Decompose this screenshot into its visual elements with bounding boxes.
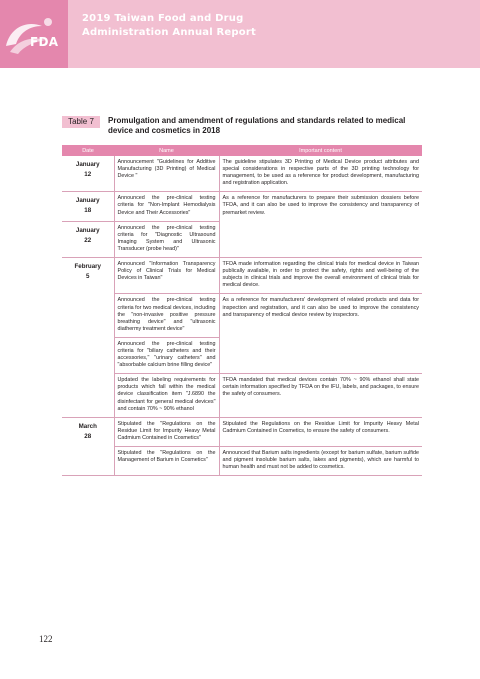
- table-row: [62, 192, 422, 221]
- table-row: [62, 156, 422, 192]
- name-cell: Announced the pre-clinical testing criteria for two medical devices, including the "non-invasive positive pressure breathing device" and "ultrasonic diathermy treatment device": [114, 294, 219, 337]
- report-title-line1: 2019 Taiwan Food and Drug: [82, 13, 244, 24]
- date-cell: [62, 156, 114, 192]
- date-day: 12: [84, 171, 92, 178]
- name-cell: Stipulated the "Regulations on the Residue Limit for Impurity Heavy Metal Cadmium Contained in Cosmetics": [114, 417, 219, 446]
- table-title: Promulgation and amendment of regulations and standards related to medical device and cosmetics in 2018: [108, 116, 406, 135]
- header-date: Date: [62, 145, 114, 156]
- logo-text: FDA: [30, 35, 59, 49]
- date-month: March: [78, 422, 97, 430]
- table-row: [62, 374, 422, 417]
- date-cell: [62, 192, 114, 221]
- date-month: January: [75, 161, 100, 168]
- date-day: 18: [84, 207, 92, 215]
- name-cell: Announced the pre-clinical testing criteria for "Non-Implant Hemodialysis Device and Their Accessories": [114, 192, 219, 221]
- name-cell: Updated the labeling requirements for products which fall within the medical device classification item "J.6890 the disinfectant for general medical devices" and contain 70% ~ 90% ethanol: [114, 374, 219, 417]
- table-row: [62, 447, 422, 476]
- content-cell: The guideline stipulates 3D Printing of Medical Device product attributes and special considerations in respective parts of the 3D printing technology for management, to be used as a reference for product development, manufacturing and registration application.: [219, 156, 422, 192]
- content-cell: TFDA mandated that medical devices contain 70% ~ 90% ethanol shall state certain information specified by TFDA on the IFU, labels, and packages, to ensure the safety of consumers.: [219, 374, 422, 417]
- date-day: 22: [84, 236, 92, 244]
- report-title: [82, 12, 256, 40]
- header-band: [0, 0, 480, 68]
- table-row: [62, 258, 422, 294]
- fda-logo: [0, 0, 68, 68]
- content-cell: As a reference for manufacturers to prepare their submission dossiers before TFDA, and it can also be used to improve the consistency and transparency of premarket review.: [219, 192, 422, 258]
- regulations-table: [62, 145, 422, 476]
- content-cell: As a reference for manufacturers' development of related products and data for inspection and registration, and it can also be used to improve the consistency and transparency of medical device review by inspectors.: [219, 294, 422, 374]
- date-day: 28: [84, 432, 92, 440]
- date-cell: [62, 258, 114, 418]
- content-cell: Announced that Barium salts ingredients (except for barium sulfate, barium sulfide and pigment insoluble barium salts, lakes and pigments), which are harmful to human health and must not be added to cosmetics.: [219, 447, 422, 476]
- table-row: [62, 294, 422, 337]
- report-title-line2: Administration Annual Report: [82, 27, 256, 38]
- header-content: Important content: [219, 145, 422, 156]
- content-cell: TFDA made information regarding the clinical trials for medical device in Taiwan publically available, in order to protect the safety, rights and well-being of the subjects in clinical trials and improve the overall environment of clinical trials for medical device.: [219, 258, 422, 294]
- date-cell: [62, 221, 114, 257]
- page-number: 122: [39, 634, 53, 644]
- name-cell: Announced "Information Transparency Policy of Clinical Trials for Medical Devices in Taiwan": [114, 258, 219, 294]
- date-cell: [62, 417, 114, 476]
- name-cell: Stipulated the "Regulations on the Management of Barium in Cosmetics": [114, 447, 219, 476]
- date-month: February: [74, 263, 101, 271]
- date-day: 5: [86, 273, 90, 281]
- table-row: [62, 417, 422, 446]
- date-month: January: [75, 226, 100, 234]
- fda-logo-swirl-icon: [0, 0, 68, 68]
- content-cell: Stipulated the Regulations on the Residue Limit for Impurity Heavy Metal Cadmium Contained in Cosmetics, to ensure the safety of consumers.: [219, 417, 422, 446]
- name-cell: Announcement "Guidelines for Additive Manufacturing (3D Printing) of Medical Device ": [114, 156, 219, 192]
- date-month: January: [75, 197, 100, 205]
- table-label: Table 7: [62, 116, 100, 128]
- name-cell: Announced the pre-clinical testing criteria for "biliary catheters and their accessories," "urinary catheters" and "absorbable calcium brine filling device": [114, 337, 219, 373]
- header-name: Name: [114, 145, 219, 156]
- table-header-row: [62, 145, 422, 156]
- name-cell: Announced the pre-clinical testing criteria for "Diagnostic Ultrasound Imaging System and Ultrasonic Transducer (probe head)": [114, 221, 219, 257]
